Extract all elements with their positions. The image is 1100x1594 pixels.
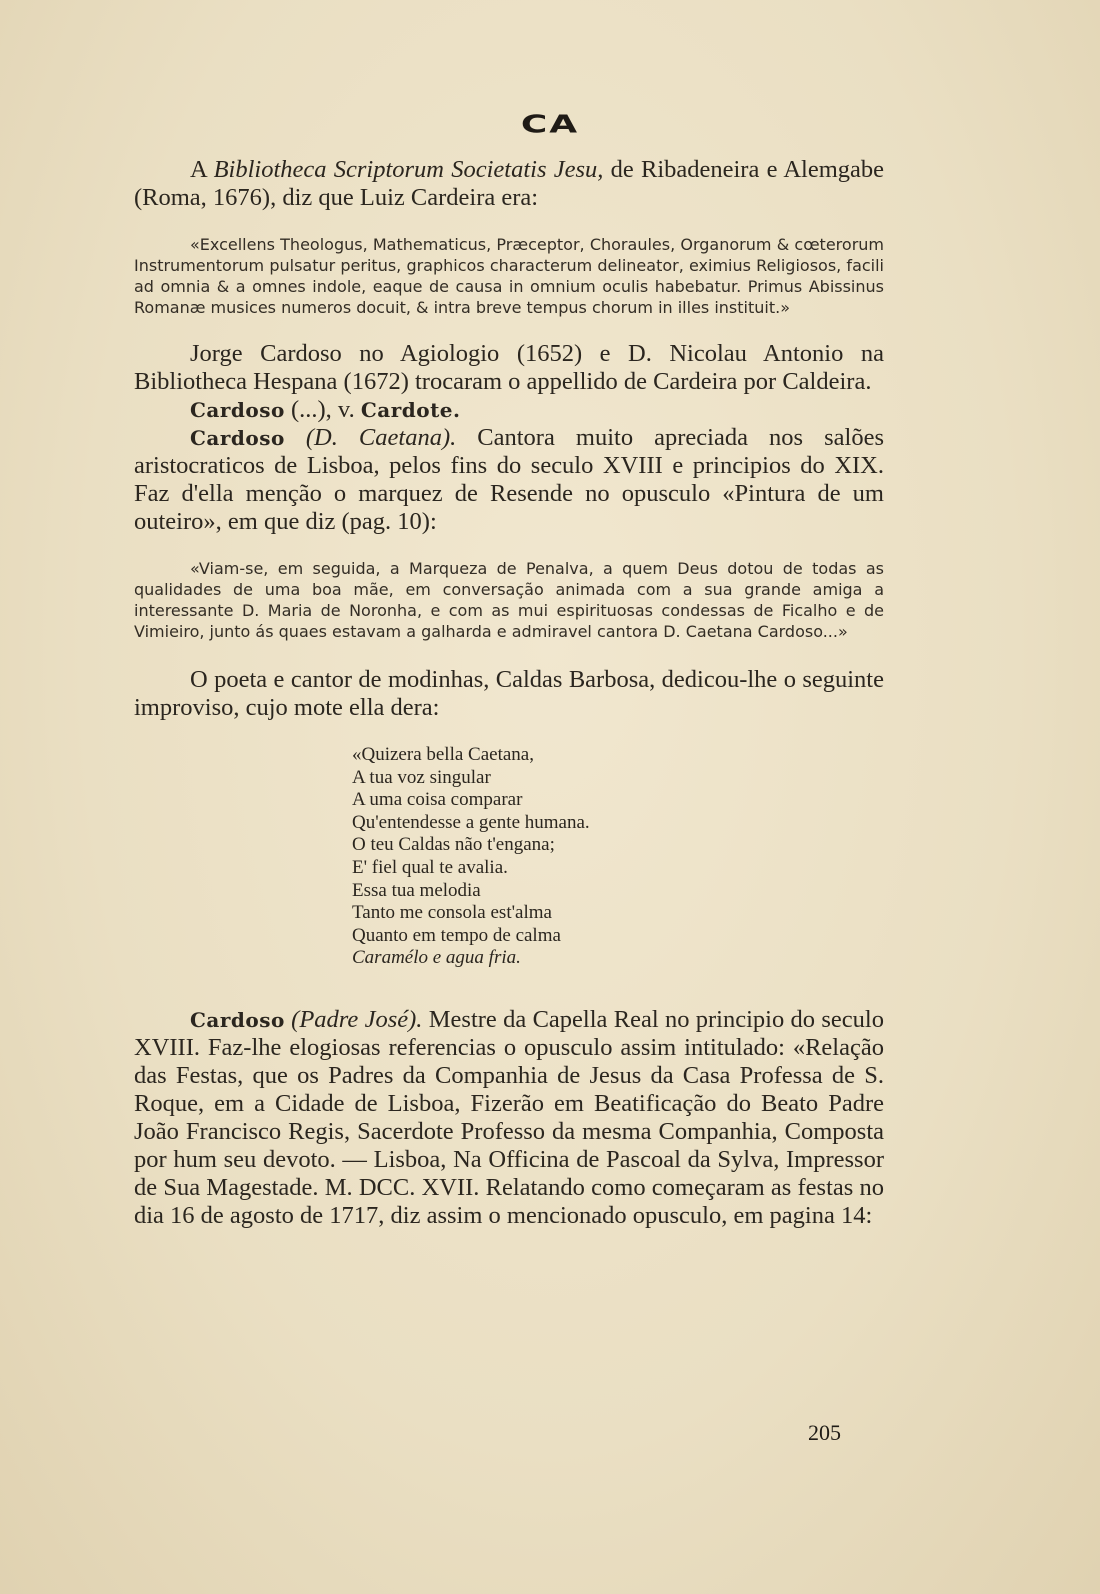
text: A bbox=[190, 156, 214, 183]
paragraph-bibliotheca bbox=[134, 156, 884, 212]
entry-name: Cardoso bbox=[190, 1007, 285, 1032]
text: Cantora muito apreciada nos salões aristocraticos de Lisboa, pelos fins do seculo XVIII e principios do XIX. Faz d'ella menção o marquez de Resende no opusculo «Pintura de um outeiro», em que diz (pag. 10): bbox=[134, 424, 884, 535]
entry-cardoso-jose bbox=[134, 1006, 884, 1230]
verse-line: E' fiel qual te avalia. bbox=[352, 856, 508, 878]
entry-reference: Cardote. bbox=[360, 398, 461, 422]
latin-quote: «Excellens Theologus, Mathematicus, Præceptor, Choraules, Organorum & cœterorum Instrumentorum pulsatur peritus, graphicos characterum delineator, eximius Religiosos, facili ad omnia & a omnes indole, eaque de causa in omnium oculis habebatur. Primus Abissinus Romanæ musices numeros docuit, & intra breve tempus chorum in illes instituit.» bbox=[134, 235, 884, 317]
entry-subtitle: (D. Caetana). bbox=[284, 424, 457, 451]
verse-line: A tua voz singular bbox=[352, 766, 491, 788]
entry-subtitle: (Padre José). bbox=[284, 1005, 423, 1033]
verse-line: A uma coisa comparar bbox=[352, 789, 523, 811]
resende-quote: «Viam-se, em seguida, a Marqueza de Penalva, a quem Deus dotou de todas as qualidades de uma boa mãe, em conversação animada com a sua grande amiga a interessante D. Maria de Noronha, e com as mui espirituosas condessas de Ficalho e de Vimieiro, junto ás quaes estavam a galharda e admiravel cantora D. Caetana Cardoso...» bbox=[134, 559, 884, 641]
entry-name: Cardoso bbox=[190, 398, 285, 422]
paragraph-caldas-barbosa: O poeta e cantor de modinhas, Caldas Barbosa, dedicou-lhe o seguinte improviso, cujo mote ella dera: bbox=[134, 666, 884, 721]
entry-name: Cardoso bbox=[190, 426, 285, 450]
verse-line: Essa tua melodia bbox=[352, 879, 481, 901]
verse-line: Tanto me consola est'alma bbox=[352, 902, 552, 924]
verse-line: Qu'entendesse a gente humana. bbox=[352, 811, 590, 833]
verse-line: Quanto em tempo de calma bbox=[352, 924, 561, 946]
entry-cardoso-ref bbox=[134, 396, 884, 424]
verse-block bbox=[352, 744, 884, 970]
paragraph-jorge-cardoso: Jorge Cardoso no Agiologio (1652) e D. Nicolau Antonio na Bibliotheca Hespana (1672) trocaram o appellido de Cardeira por Caldeira. bbox=[134, 340, 884, 395]
verse-line: O teu Caldas não t'engana; bbox=[352, 834, 555, 856]
page-body bbox=[134, 156, 884, 1230]
page-number: 205 bbox=[808, 1420, 841, 1445]
italic-title: Bibliotheca Scriptorum Societatis Jesu, bbox=[213, 156, 604, 183]
text: de Ribadeneira e Alemgabe (Roma, 1676), diz que Luiz Cardeira era: bbox=[134, 156, 884, 211]
page-header: CA bbox=[520, 110, 580, 139]
italic-line: Caramélo e agua fria. bbox=[352, 947, 521, 969]
verse-line: «Quizera bella Caetana, bbox=[352, 744, 534, 765]
entry-cardoso-caetana bbox=[134, 424, 884, 536]
text: Mestre da Capella Real no principio do seculo XVIII. Faz-lhe elogiosas referencias o opusculo assim intitulado: «Relação das Festas, que os Padres da Companhia de Jesus da Casa Professa de S. Roque, em a Cidade de Lisboa, Fizerão em Beatificação do Beato Padre João Francisco Regis, Sacerdote Professo da mesma Companhia, Composta por hum seu devoto. — Lisboa, Na Officina de Pascoal da Sylva, Impressor de Sua Magestade. M. DCC. XVII. Relatando como começaram as festas no dia 16 de agosto de 1717, diz assim o mencionado opusculo, em pagina 14: bbox=[134, 1005, 884, 1229]
verse-line-last bbox=[352, 947, 884, 970]
text: (...), v. bbox=[284, 396, 361, 423]
